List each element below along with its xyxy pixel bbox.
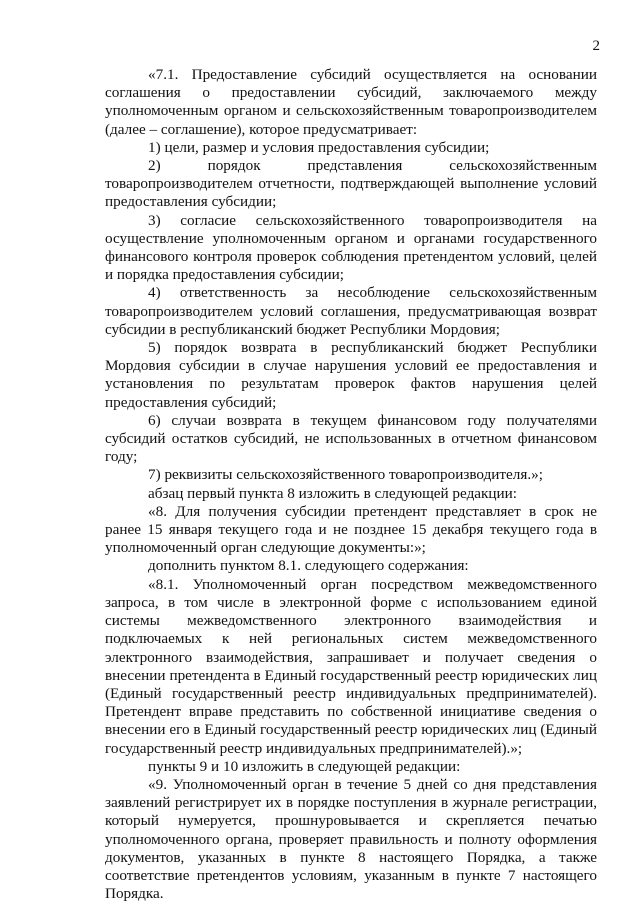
paragraph-instruction-9-10: пункты 9 и 10 изложить в следующей редакции: [148,757,461,775]
paragraph-instruction-8: абзац первый пункта 8 изложить в следующей редакции: [148,484,518,502]
paragraph-item-7: 7) реквизиты сельскохозяйственного товаропроизводителя.»; [148,466,543,484]
paragraph-8: «8. Для получения субсидии претендент представляет в срок не ранее 15 января текущего года и не позднее 15 декабря текущего года в уполномоченный орган следующие документы:»; [105,502,597,557]
paragraph-item-1: 1) цели, размер и условия предоставления субсидии; [148,138,490,156]
page-number: 2 [592,38,600,54]
document-body [105,66,597,903]
paragraph-item-2: 2) порядок представления сельскохозяйственным товаропроизводителем отчетности, подтверждающей выполнение условий предоставления субсидии; [105,157,597,211]
paragraph-8-1: «8.1. Уполномоченный орган посредством межведомственного запроса, в том числе в электронной форме с использованием единой системы межведомственного электронного взаимодействия и подключаемых к ней региональных систем межведомственного электронного взаимодействия, запрашивает и получает сведения о внесении претендента в Единый государственный реестр юридических лиц (Единый государственный реестр индивидуальных предпринимателей). Претендент вправе представить по собственной инициативе сведения о внесении его в Единый государственный реестр юридических лиц (Единый государственный реестр индивидуальных предпринимателей).»; [105,575,597,757]
paragraph-9: «9. Уполномоченный орган в течение 5 дней со дня представления заявлений регистрирует их в порядке поступления в журнале регистрации, который нумеруется, прошнуровывается и скрепляется печатью уполномоченного органа, проверяет правильность и полноту оформления документов, указанных в пункте 8 настоящего Порядка, а также соответствие претендентов условиям, указанным в пункте 7 настоящего Порядка. [105,775,597,903]
paragraph-item-6: 6) случаи возврата в текущем финансовом году получателями субсидий остатков субсидий, не использованных в отчетном финансовом году; [105,411,597,466]
paragraph-item-3: 3) согласие сельскохозяйственного товаропроизводителя на осуществление уполномоченным органом и органами государственного финансового контроля проверок соблюдения претендентом условий, целей и порядка предоставления субсидии; [105,211,597,284]
paragraph-instruction-8-1: дополнить пунктом 8.1. следующего содержания: [148,557,469,575]
paragraph-item-5: 5) порядок возврата в республиканский бюджет Республики Мордовия субсидии в случае нарушения условий ее предоставления и установления по результатам проверок фактов нарушения целей предоставления субсидий; [105,339,597,411]
paragraph-item-4: 4) ответственность за несоблюдение сельскохозяйственным товаропроизводителем условий соглашения, предусматривающая возврат субсидии в республиканский бюджет Республики Мордовия; [105,284,597,338]
paragraph-7-1: «7.1. Предоставление субсидий осуществляется на основании соглашения о предоставлении субсидий, заключаемого между уполномоченным органом и сельскохозяйственным товаропроизводителем (далее – соглашение), которое предусматривает: [105,66,597,138]
